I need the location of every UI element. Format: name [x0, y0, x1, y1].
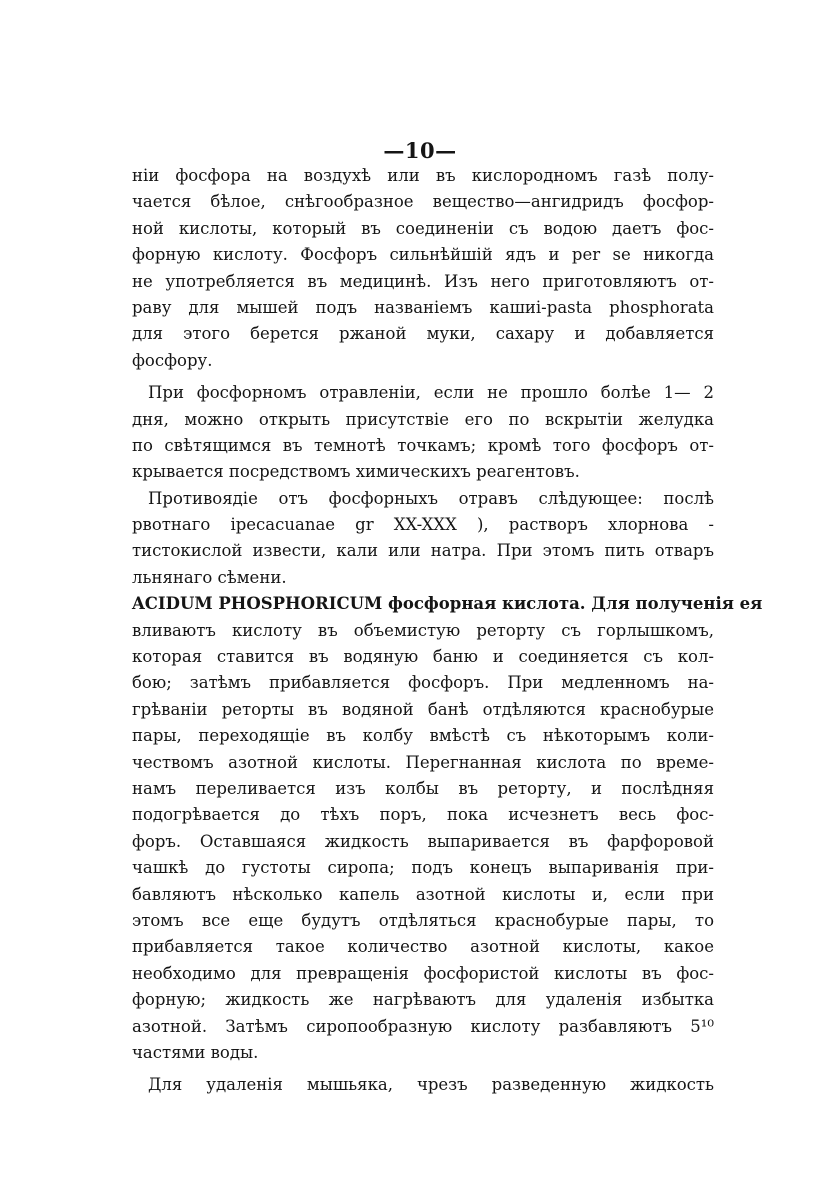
- text-line: намъ переливается изъ колбы въ реторту, и послѣдняя: [132, 778, 714, 798]
- text-line: крывается посредствомъ химическихъ реагентовъ.: [132, 462, 580, 482]
- text-line: бавляютъ нѣсколько капель азотной кислоты и, если при: [132, 884, 714, 904]
- body-text: [132, 163, 763, 1099]
- text-line: необходимо для превращенія фосфористой кислоты въ фос-: [132, 963, 714, 983]
- text-line: частями воды.: [132, 1042, 259, 1062]
- text-line: дня, можно открыть присутствіе его по вскрытіи желудка: [132, 409, 714, 429]
- text-line: льнянаго сѣмени.: [132, 567, 287, 587]
- text-line: форъ. Оставшаяся жидкость выпаривается въ фарфоровой: [132, 831, 714, 851]
- text-line: чашкѣ до густоты сиропа; подъ конецъ выпариванія при-: [132, 858, 714, 878]
- text-line: подогрѣвается до тѣхъ поръ, пока исчезнетъ весь фос-: [132, 805, 714, 825]
- text-line: прибавляется такое количество азотной кислоты, какое: [132, 937, 714, 957]
- text-line: пары, переходящіе въ колбу вмѣстѣ съ нѣкоторымъ коли-: [132, 726, 714, 746]
- text-line: Для удаленія мышьяка, чрезъ разведенную жидкость: [148, 1075, 714, 1095]
- text-line: форную; жидкость же нагрѣваютъ для удаленія избытка: [132, 990, 714, 1010]
- text-line: При фосфорномъ отравленіи, если не прошло болѣе 1— 2: [148, 383, 714, 403]
- text-line: тистокислой извести, кали или натра. При этомъ пить отваръ: [132, 541, 714, 561]
- heading-line: ACIDUM PHOSPHORICUM фосфорная кислота. Для полученія ея: [132, 594, 763, 614]
- text-line: грѣваніи реторты въ водяной банѣ отдѣляются краснобурые: [132, 699, 714, 719]
- text-line: которая ставится въ водяную баню и соединяется съ кол-: [132, 647, 714, 667]
- text-line: рвотнаго ipecacuanae gr XX-XXX ), растворъ хлорнова -: [132, 515, 714, 535]
- text-line: по свѣтящимся въ темнотѣ точкамъ; кромѣ того фосфоръ от-: [132, 435, 714, 455]
- text-line: вливаютъ кислоту въ объемистую реторту съ горлышкомъ,: [132, 620, 714, 640]
- text-line: бою; затѣмъ прибавляется фосфоръ. При медленномъ на-: [132, 673, 714, 693]
- text-line: форную кислоту. Фосфоръ сильнѣйшій ядъ и per se никогда: [132, 245, 714, 265]
- text-line: ной кислоты, который въ соединеніи съ водою даетъ фос-: [132, 218, 714, 238]
- text-line: азотной. Затѣмъ сиропообразную кислоту разбавляютъ 5¹⁰: [132, 1016, 714, 1036]
- text-line: ніи фосфора на воздухѣ или въ кислородномъ газѣ полу-: [132, 166, 714, 185]
- text-line: фосфору.: [132, 350, 213, 370]
- text-line: чается бѣлое, снѣгообразное вещество—ангидридъ фосфор-: [132, 192, 714, 212]
- text-line: не употребляется въ медицинѣ. Изъ него приготовляютъ от-: [132, 271, 714, 291]
- text-line: для этого берется ржаной муки, сахару и добавляется: [132, 324, 714, 344]
- page-number: —10—: [383, 138, 457, 163]
- text-line: чествомъ азотной кислоты. Перегнанная кислота по времe-: [132, 752, 714, 772]
- text-line: раву для мышей подъ названіемъ кашиі-pasta phosphorata: [132, 297, 714, 317]
- text-line: этомъ все еще будутъ отдѣляться краснобурые пары, то: [132, 910, 714, 930]
- text-line: Противоядіе отъ фосфорныхъ отравъ слѣдующее: послѣ: [148, 488, 714, 508]
